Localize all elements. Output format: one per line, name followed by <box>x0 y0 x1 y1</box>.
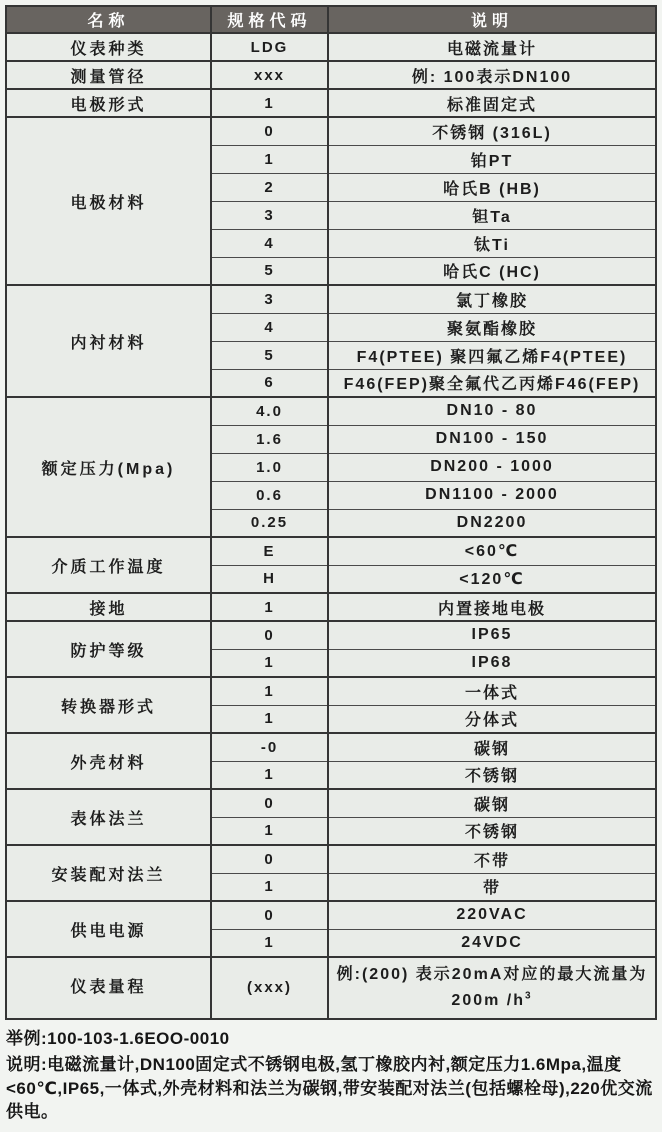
spec-desc-cell: F4(PTEE) 聚四氟乙烯F4(PTEE) <box>328 341 656 369</box>
column-header-desc: 说明 <box>328 6 656 33</box>
spec-row <box>6 33 656 61</box>
spec-desc-cell: IP65 <box>328 621 656 649</box>
spec-code-cell: LDG <box>211 33 328 61</box>
spec-table-header <box>6 6 656 33</box>
spec-code-cell: 0.6 <box>211 481 328 509</box>
spec-code-cell: 1.6 <box>211 425 328 453</box>
spec-desc-cell: 带 <box>328 873 656 901</box>
spec-row <box>6 677 656 705</box>
spec-code-cell: 0 <box>211 845 328 873</box>
spec-row <box>6 593 656 621</box>
spec-group-label: 接地 <box>6 593 211 621</box>
spec-code-cell: 1 <box>211 89 328 117</box>
spec-code-cell: 4.0 <box>211 397 328 425</box>
spec-group-label: 外壳材料 <box>6 733 211 789</box>
spec-group-label: 介质工作温度 <box>6 537 211 593</box>
spec-desc-cell: 例:(200) 表示20mA对应的最大流量为200m $/h^3$ <box>328 957 656 1019</box>
spec-code-cell: 5 <box>211 257 328 285</box>
column-header-code: 规格代码 <box>211 6 328 33</box>
spec-table <box>5 5 657 1020</box>
spec-group-label: 内衬材料 <box>6 285 211 397</box>
spec-group-label: 额定压力(Mpa) <box>6 397 211 537</box>
spec-desc-cell: 24VDC <box>328 929 656 957</box>
spec-code-cell: 1 <box>211 649 328 677</box>
spec-code-cell: 1 <box>211 929 328 957</box>
spec-code-cell: H <box>211 565 328 593</box>
spec-desc-cell: <60℃ <box>328 537 656 565</box>
spec-row <box>6 537 656 565</box>
spec-group-label: 安装配对法兰 <box>6 845 211 901</box>
spec-desc-cell: IP68 <box>328 649 656 677</box>
superscript: 3 <box>525 990 533 1002</box>
spec-code-cell: 3 <box>211 201 328 229</box>
spec-code-cell: 1 <box>211 677 328 705</box>
spec-code-cell: xxx <box>211 61 328 89</box>
spec-code-cell: 1 <box>211 705 328 733</box>
spec-group-label: 防护等级 <box>6 621 211 677</box>
spec-code-cell: 5 <box>211 341 328 369</box>
spec-row <box>6 397 656 425</box>
spec-row <box>6 89 656 117</box>
footer-notes <box>5 1020 655 1124</box>
spec-desc-cell: 一体式 <box>328 677 656 705</box>
spec-code-cell: 1 <box>211 873 328 901</box>
spec-desc-cell: 不带 <box>328 845 656 873</box>
spec-desc-cell: DN10 - 80 <box>328 397 656 425</box>
spec-desc-cell: 氯丁橡胶 <box>328 285 656 313</box>
spec-code-cell: 1 <box>211 817 328 845</box>
spec-desc-cell: 碳钢 <box>328 733 656 761</box>
spec-desc-cell: 不锈钢 (316L) <box>328 117 656 145</box>
spec-code-cell: 1 <box>211 761 328 789</box>
spec-row <box>6 957 656 1019</box>
spec-desc-cell: 电磁流量计 <box>328 33 656 61</box>
spec-row <box>6 61 656 89</box>
spec-code-cell: 0 <box>211 901 328 929</box>
spec-desc-cell: 钽Ta <box>328 201 656 229</box>
spec-row <box>6 285 656 313</box>
spec-desc-cell: 不锈钢 <box>328 761 656 789</box>
spec-desc-cell: 铂PT <box>328 145 656 173</box>
spec-group-label: 仪表种类 <box>6 33 211 61</box>
spec-group-label: 电极材料 <box>6 117 211 285</box>
spec-desc-cell: 220VAC <box>328 901 656 929</box>
spec-group-label: 电极形式 <box>6 89 211 117</box>
example-code-line: 举例:100-103-1.6EOO-0010 <box>6 1029 230 1048</box>
spec-code-cell: 4 <box>211 313 328 341</box>
spec-desc-cell: 哈氏C (HC) <box>328 257 656 285</box>
spec-desc-cell: 内置接地电极 <box>328 593 656 621</box>
spec-desc-cell: 聚氨酯橡胶 <box>328 313 656 341</box>
spec-desc-cell: 哈氏B (HB) <box>328 173 656 201</box>
spec-desc-cell: DN2200 <box>328 509 656 537</box>
spec-group-label: 表体法兰 <box>6 789 211 845</box>
spec-group-label: 供电电源 <box>6 901 211 957</box>
spec-desc-cell: 分体式 <box>328 705 656 733</box>
spec-table-body <box>6 33 656 1019</box>
column-header-name: 名称 <box>6 6 211 33</box>
spec-code-cell: 0 <box>211 789 328 817</box>
spec-code-cell: 0 <box>211 117 328 145</box>
spec-desc-cell: DN1100 - 2000 <box>328 481 656 509</box>
spec-code-cell: (xxx) <box>211 957 328 1019</box>
spec-code-cell: 4 <box>211 229 328 257</box>
description-text: 说明:电磁流量计,DN100固定式不锈钢电极,氢丁橡胶内衬,额定压力1.6Mpa,温度<60℃,IP65,一体式,外壳材料和法兰为碳钢,带安装配对法兰(包括螺栓母),220优交流供电。 <box>6 1054 653 1122</box>
spec-desc-cell: <120℃ <box>328 565 656 593</box>
spec-code-cell: -0 <box>211 733 328 761</box>
spec-code-cell: 1 <box>211 593 328 621</box>
spec-row <box>6 901 656 929</box>
spec-row <box>6 621 656 649</box>
spec-group-label: 仪表量程 <box>6 957 211 1019</box>
spec-row <box>6 117 656 145</box>
spec-code-cell: 3 <box>211 285 328 313</box>
spec-group-label: 测量管径 <box>6 61 211 89</box>
spec-code-cell: 2 <box>211 173 328 201</box>
spec-desc-cell: 标准固定式 <box>328 89 656 117</box>
spec-desc-cell: F46(FEP)聚全氟代乙丙烯F46(FEP) <box>328 369 656 397</box>
spec-code-cell: E <box>211 537 328 565</box>
spec-row <box>6 789 656 817</box>
spec-code-cell: 0.25 <box>211 509 328 537</box>
spec-code-cell: 0 <box>211 621 328 649</box>
header-row <box>6 6 656 33</box>
spec-code-cell: 1.0 <box>211 453 328 481</box>
spec-code-cell: 6 <box>211 369 328 397</box>
spec-row <box>6 845 656 873</box>
spec-desc-cell: 不锈钢 <box>328 817 656 845</box>
spec-desc-cell: DN200 - 1000 <box>328 453 656 481</box>
spec-desc-cell: DN100 - 150 <box>328 425 656 453</box>
spec-group-label: 转换器形式 <box>6 677 211 733</box>
spec-desc-cell: 碳钢 <box>328 789 656 817</box>
spec-code-cell: 1 <box>211 145 328 173</box>
spec-row <box>6 733 656 761</box>
spec-desc-cell: 钛Ti <box>328 229 656 257</box>
spec-desc-cell: 例: 100表示DN100 <box>328 61 656 89</box>
